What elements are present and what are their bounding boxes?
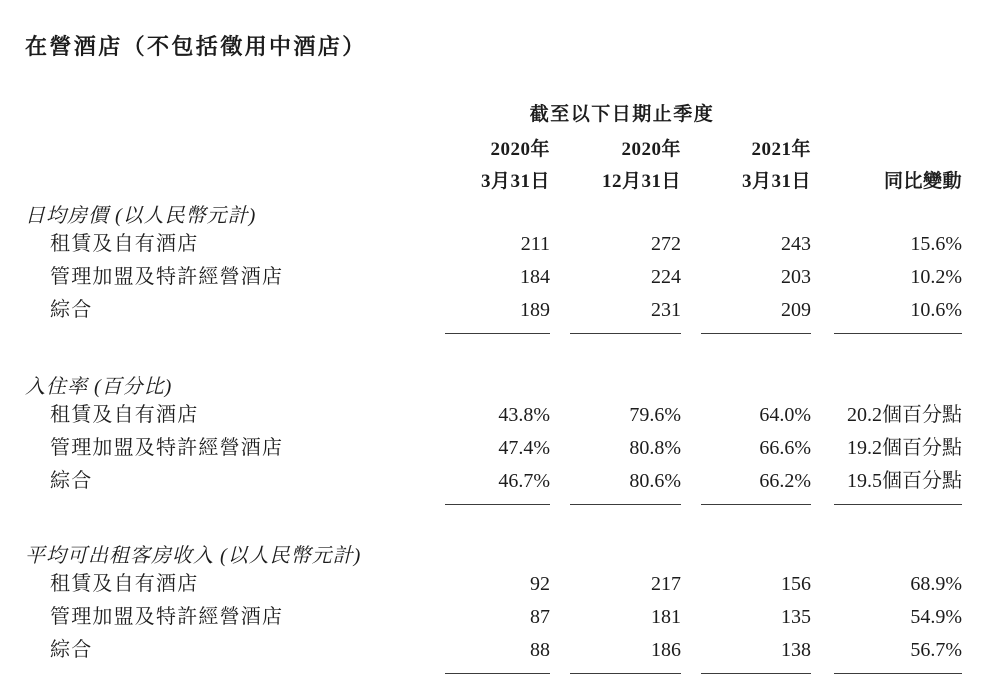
col-header-date-1: 3月31日 (480, 171, 550, 192)
value-cell: 224 (651, 266, 681, 288)
value-cell (681, 634, 811, 674)
table-row (25, 601, 962, 634)
col-header-year-4 (811, 139, 962, 160)
spacer-cell (25, 104, 433, 125)
value-cell: 217 (651, 573, 681, 595)
operating-hotels-table (25, 104, 962, 674)
value-cell: 181 (651, 606, 681, 628)
underlined-value: 186 (570, 634, 681, 674)
value-cell: 135 (781, 606, 811, 628)
value-cell: 211 (520, 233, 550, 255)
value-cell: 92 (530, 573, 550, 595)
section-header-adr: 日均房價 (以人民幣元計) (25, 205, 257, 227)
value-cell: 54.9% (910, 606, 962, 628)
row-label: 租賃及自有酒店 (50, 404, 199, 426)
value-cell: 15.6% (910, 233, 962, 255)
value-cell: 243 (781, 233, 811, 255)
col-header-yoy-change: 同比變動 (883, 171, 962, 192)
table-row-total (25, 634, 962, 674)
underlined-value: 80.6% (570, 465, 681, 505)
value-cell: 43.8% (498, 404, 550, 426)
table-span-header-row (25, 104, 962, 125)
underlined-value: 66.2% (701, 465, 811, 505)
col-header-date-3: 3月31日 (741, 171, 811, 192)
underlined-value: 19.5個百分點 (834, 465, 962, 505)
value-cell (433, 634, 550, 674)
col-header-date-2: 12月31日 (601, 171, 681, 192)
row-label: 管理加盟及特許經營酒店 (50, 437, 284, 459)
value-cell: 20.2個百分點 (847, 404, 962, 426)
row-label: 綜合 (50, 639, 93, 661)
row-label: 綜合 (50, 470, 93, 492)
value-cell: 80.8% (629, 437, 681, 459)
table-row (25, 399, 962, 432)
underlined-value: 138 (701, 634, 811, 674)
value-cell: 272 (651, 233, 681, 255)
row-label: 管理加盟及特許經營酒店 (50, 606, 284, 628)
value-cell (550, 294, 681, 334)
col-header-year-1: 2020年 (490, 139, 550, 160)
underlined-value: 88 (445, 634, 550, 674)
table-row (25, 568, 962, 601)
underlined-value: 56.7% (834, 634, 962, 674)
spacer-cell (25, 171, 433, 192)
table-row-total (25, 294, 962, 334)
value-cell (681, 465, 811, 505)
underlined-value: 46.7% (445, 465, 550, 505)
span-header: 截至以下日期止季度 (529, 104, 715, 125)
underlined-value: 10.6% (834, 294, 962, 334)
value-cell: 68.9% (910, 573, 962, 595)
value-cell (811, 634, 962, 674)
section-header-revpar: 平均可出租客房收入 (以人民幣元計) (25, 545, 362, 567)
row-label: 管理加盟及特許經營酒店 (50, 266, 284, 288)
table-row (25, 261, 962, 294)
table-row (25, 432, 962, 465)
row-label: 租賃及自有酒店 (50, 233, 199, 255)
page-title: 在營酒店（不包括徵用中酒店） (25, 34, 367, 59)
underlined-value: 189 (445, 294, 550, 334)
section-header-occupancy: 入住率 (百分比) (25, 376, 173, 398)
value-cell: 87 (530, 606, 550, 628)
value-cell (811, 294, 962, 334)
underlined-value: 231 (570, 294, 681, 334)
value-cell: 156 (781, 573, 811, 595)
value-cell (550, 465, 681, 505)
value-cell: 66.6% (759, 437, 811, 459)
value-cell: 19.2個百分點 (847, 437, 962, 459)
col-header-year-2: 2020年 (621, 139, 681, 160)
underlined-value: 209 (701, 294, 811, 334)
row-label: 租賃及自有酒店 (50, 573, 199, 595)
year-header-row (25, 139, 962, 160)
date-header-row (25, 171, 962, 192)
value-cell: 184 (520, 266, 550, 288)
spacer-cell (25, 139, 433, 160)
value-cell: 64.0% (759, 404, 811, 426)
value-cell: 203 (781, 266, 811, 288)
value-cell (681, 294, 811, 334)
value-cell (550, 634, 681, 674)
value-cell: 79.6% (629, 404, 681, 426)
value-cell (811, 465, 962, 505)
value-cell: 47.4% (498, 437, 550, 459)
row-label: 綜合 (50, 299, 93, 321)
table-row (25, 228, 962, 261)
value-cell (433, 465, 550, 505)
col-header-year-3: 2021年 (751, 139, 811, 160)
value-cell: 10.2% (910, 266, 962, 288)
value-cell (433, 294, 550, 334)
table-row-total (25, 465, 962, 505)
